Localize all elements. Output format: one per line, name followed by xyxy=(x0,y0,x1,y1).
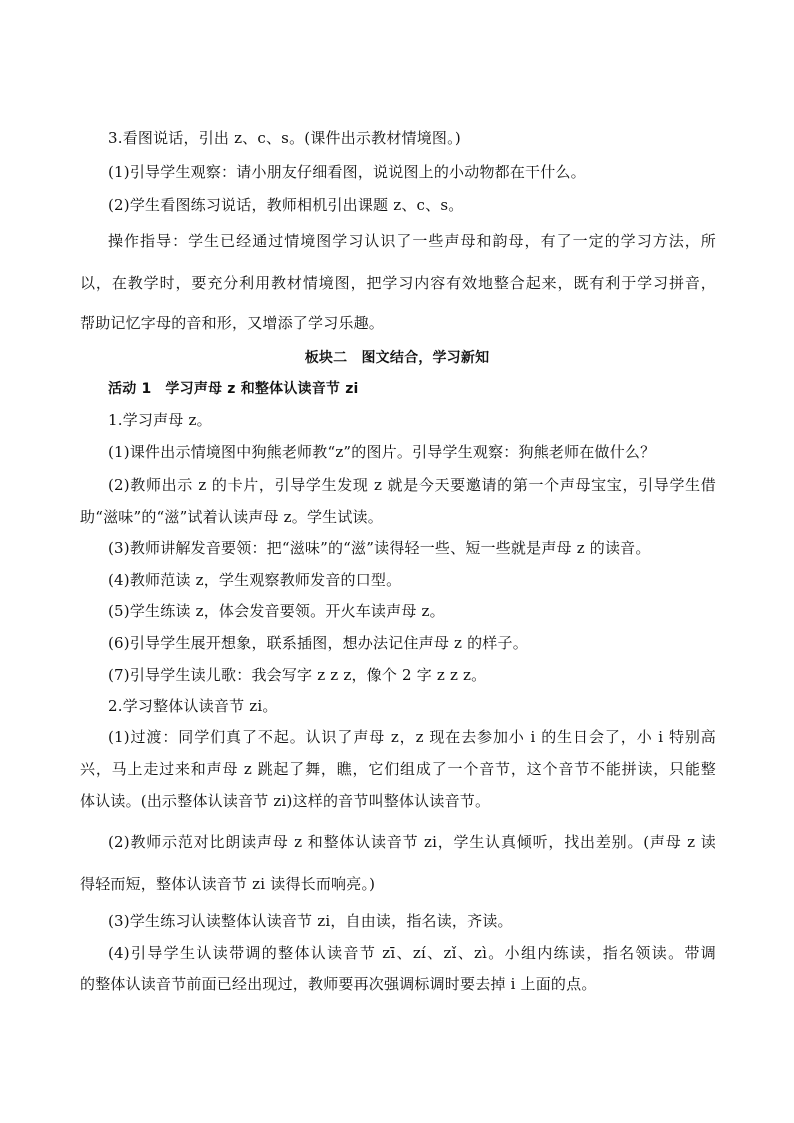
paragraph-line: (1)课件出示情境图中狗熊老师教“z”的图片。引导学生观察：狗熊老师在做什么？ xyxy=(108,443,656,461)
paragraph-line: 1.学习声母 z。 xyxy=(108,411,212,429)
paragraph-line: (3)学生练习认读整体认读音节 zi，自由读，指名读，齐读。 xyxy=(108,912,513,930)
activity-heading xyxy=(108,379,359,399)
paragraph-line: (2)教师出示 z 的卡片，引导学生发现 z 就是今天要邀请的第一个声母宝宝，引导学生借 xyxy=(108,476,716,494)
paragraph-line: 体认读。(出示整体认读音节 zi)这样的音节叫整体认读音节。 xyxy=(80,792,491,810)
paragraph-line: (4)引导学生认读带调的整体认读音节 zī、zí、zǐ、zì。小组内练读，指名领读。带调 xyxy=(108,944,716,962)
paragraph-line: (2)学生看图练习说话，教师相机引出课题 z、c、s。 xyxy=(108,196,464,214)
activity-label: 活动 1 xyxy=(108,381,152,397)
paragraph-line: 以，在教学时，要充分利用教材情境图，把学习内容有效地整合起来，既有利于学习拼音， xyxy=(80,274,716,292)
paragraph-line: 得轻而短，整体认读音节 zi 读得长而响亮。) xyxy=(80,875,376,893)
paragraph-line: (6)引导学生展开想象，联系插图，想办法记住声母 z 的样子。 xyxy=(108,634,528,652)
paragraph-line: 兴，马上走过来和声母 z 跳起了舞，瞧，它们组成了一个音节，这个音节不能拼读，只能整 xyxy=(80,760,716,778)
paragraph-line: 帮助记忆字母的音和形，又增添了学习乐趣。 xyxy=(80,314,385,332)
paragraph-line: 3.看图说话，引出 z、c、s。(课件出示教材情境图。) xyxy=(108,129,461,147)
paragraph-line: 操作指导：学生已经通过情境图学习认识了一些声母和韵母，有了一定的学习方法，所 xyxy=(108,232,716,250)
paragraph-line: (7)引导学生读儿歌：我会写字 z z z，像个 2 字 z z z。 xyxy=(108,666,487,684)
paragraph-line: (2)教师示范对比朗读声母 z 和整体认读音节 zi，学生认真倾听，找出差别。(声母 z 读 xyxy=(108,833,716,851)
section-title: 板块二 图文结合，学习新知 xyxy=(304,350,490,366)
activity-title: 学习声母 z 和整体认读音节 zi xyxy=(165,381,359,397)
paragraph-line: (4)教师范读 z，学生观察教师发音的口型。 xyxy=(108,571,402,589)
paragraph-line: (1)过渡：同学们真了不起。认识了声母 z，z 现在去参加小 i 的生日会了，小 i 特别高 xyxy=(108,728,716,746)
paragraph-line: (3)教师讲解发音要领：把“滋味”的“滋”读得轻一些、短一些就是声母 z 的读音。 xyxy=(108,539,651,557)
paragraph-line: 的整体认读音节前面已经出现过，教师要再次强调标调时要去掉 i 上面的点。 xyxy=(80,975,597,993)
paragraph-line: (1)引导学生观察：请小朋友仔细看图，说说图上的小动物都在干什么。 xyxy=(108,163,586,181)
paragraph-line: 2.学习整体认读音节 zi。 xyxy=(108,697,278,715)
paragraph-line: (5)学生练读 z，体会发音要领。开火车读声母 z。 xyxy=(108,602,445,620)
paragraph-line: 助“滋味”的“滋”试着认读声母 z。学生试读。 xyxy=(80,508,383,526)
